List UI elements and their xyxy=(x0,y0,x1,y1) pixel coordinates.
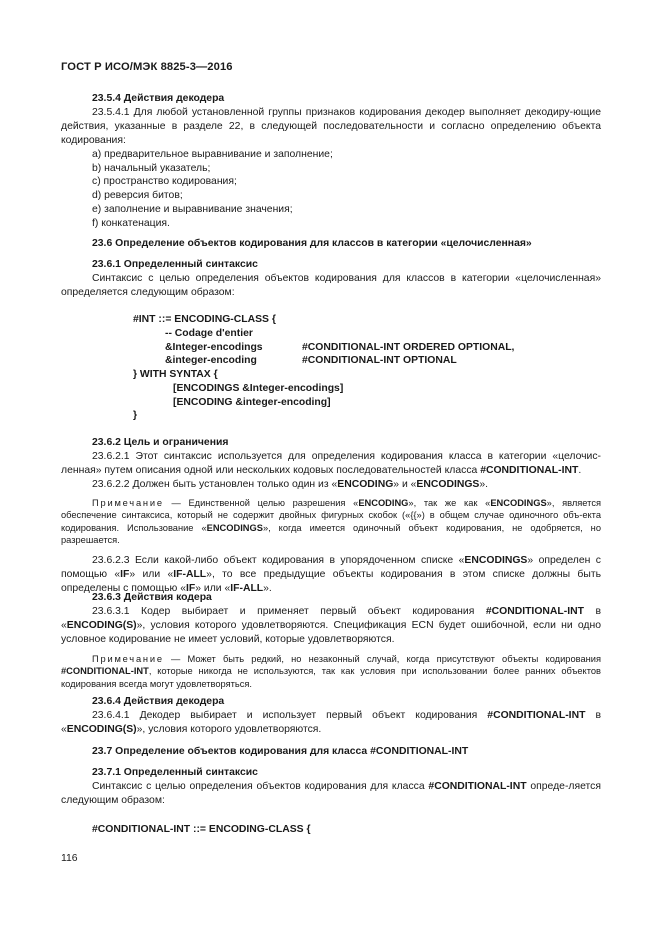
section-23-6-3 xyxy=(61,591,601,690)
section-23-6-4 xyxy=(61,695,601,737)
section-23-6 xyxy=(61,237,601,251)
paragraph: 23.6.4.1 Декодер выбирает и использует первый объект кодирования #CONDITIONAL-INT в «ENCODING(S)», условия которого удовлетворяются. xyxy=(61,709,601,735)
code-line: [ENCODING &integer-encoding] xyxy=(173,397,331,408)
code-line: } WITH SYNTAX { xyxy=(133,369,218,380)
code-line: [ENCODINGS &Integer-encodings] xyxy=(173,383,344,394)
section-heading: 23.6.2 Цель и ограничения xyxy=(92,437,229,448)
note-label: Примечание xyxy=(92,653,164,664)
note: Примечание — Единственной целью разрешения «ENCODING», так же как «ENCODINGS», является обеспечение синтаксиса, который не содержит двойных фигурных скобок («{{») в общем случае одиночного объ-екта кодирования. Использование «ENCODINGS», когда имеется одиночный объект кодирования, не одобряется, но разрешается. xyxy=(61,497,602,546)
code-line: &Integer-encodings xyxy=(165,342,263,353)
code-line: } xyxy=(133,410,138,421)
section-heading: 23.7 Определение объектов кодирования для класса #CONDITIONAL-INT xyxy=(92,746,469,757)
section-23-7-1 xyxy=(61,766,601,808)
list-item: a) предварительное выравнивание и заполнение; xyxy=(92,148,333,160)
section-23-7 xyxy=(61,745,601,759)
note: Примечание — Может быть редкий, но незаконный случай, когда присутствуют объекты кодирования #CONDITIONAL-INT, которые никогда не используются, так как условия при использовании более ранних объектов кодирования всегда могут удовлетворяться. xyxy=(61,653,601,689)
list-item: b) начальный указатель; xyxy=(92,162,211,174)
code-line: #CONDITIONAL-INT ORDERED OPTIONAL, xyxy=(302,342,515,353)
list-item: c) пространство кодирования; xyxy=(92,176,237,188)
code-line: -- Codage d'entier xyxy=(165,328,253,339)
code-line: #INT ::= ENCODING-CLASS { xyxy=(133,314,276,325)
section-23-6-2 xyxy=(61,436,601,596)
paragraph: Синтаксис с целью определения объектов кодирования для классов в категории «целочисленная» определяется следующим образом: xyxy=(61,272,601,298)
paragraph: 23.6.2.1 Этот синтаксис используется для определения кодирования класса в категории «целочис-ленная» путем описания одной или нескольких кодовых последовательностей класса #CONDITIONAL-INT. xyxy=(61,450,601,476)
code-line: #CONDITIONAL-INT ::= ENCODING-CLASS { xyxy=(92,824,311,835)
code-line: #CONDITIONAL-INT OPTIONAL xyxy=(302,355,457,366)
code-line: &integer-encoding xyxy=(165,355,257,366)
section-heading: 23.6.3 Действия кодера xyxy=(92,592,212,603)
paragraph: 23.6.3.1 Кодер выбирает и применяет первый объект кодирования #CONDITIONAL-INT в «ENCODING(S)», условия которого удовлетворяются. Спецификация ECN будет ошибочной, если ни одно условное кодирование не имеет условий, которые удовлетворяются. xyxy=(61,605,601,645)
paragraph: 23.5.4.1 Для любой установленной группы признаков кодирования декодер выполняет декодиру-ющие действия, указанные в разделе 22, в следующей последовательности и согласно определению объекта кодирования: xyxy=(61,106,601,146)
section-23-5-4 xyxy=(61,92,601,231)
paragraph: Синтаксис с целью определения объектов кодирования для класса #CONDITIONAL-INT опреде-ляется следующим образом: xyxy=(61,780,601,806)
list-item: e) заполнение и выравнивание значения; xyxy=(92,204,293,216)
paragraph: 23.6.2.3 Если какой-либо объект кодирования в упорядоченном списке «ENCODINGS» определен с помощью «IF» или «IF-ALL», то все предыдущие объекты кодирования в этом списке должны быть определены с помощью «IF» или «IF-ALL». xyxy=(61,555,601,594)
section-heading: 23.6 Определение объектов кодирования для классов в категории «целочисленная» xyxy=(92,238,532,249)
page-number: 116 xyxy=(61,853,78,864)
section-heading: 23.5.4 Действия декодера xyxy=(92,93,225,104)
paragraph: 23.6.2.2 Должен быть установлен только один из «ENCODING» и «ENCODINGS». xyxy=(92,478,489,490)
note-label: Примечание xyxy=(92,497,164,508)
standard-id: ГОСТ Р ИСО/МЭК 8825-3—2016 xyxy=(61,61,233,73)
section-heading: 23.6.1 Определенный синтаксис xyxy=(92,259,258,270)
list-item: f) конкатенация. xyxy=(92,218,170,230)
list-item: d) реверсия битов; xyxy=(92,190,183,202)
section-23-6-1 xyxy=(61,258,601,300)
section-heading: 23.7.1 Определенный синтаксис xyxy=(92,767,258,778)
section-heading: 23.6.4 Действия декодера xyxy=(92,696,225,707)
